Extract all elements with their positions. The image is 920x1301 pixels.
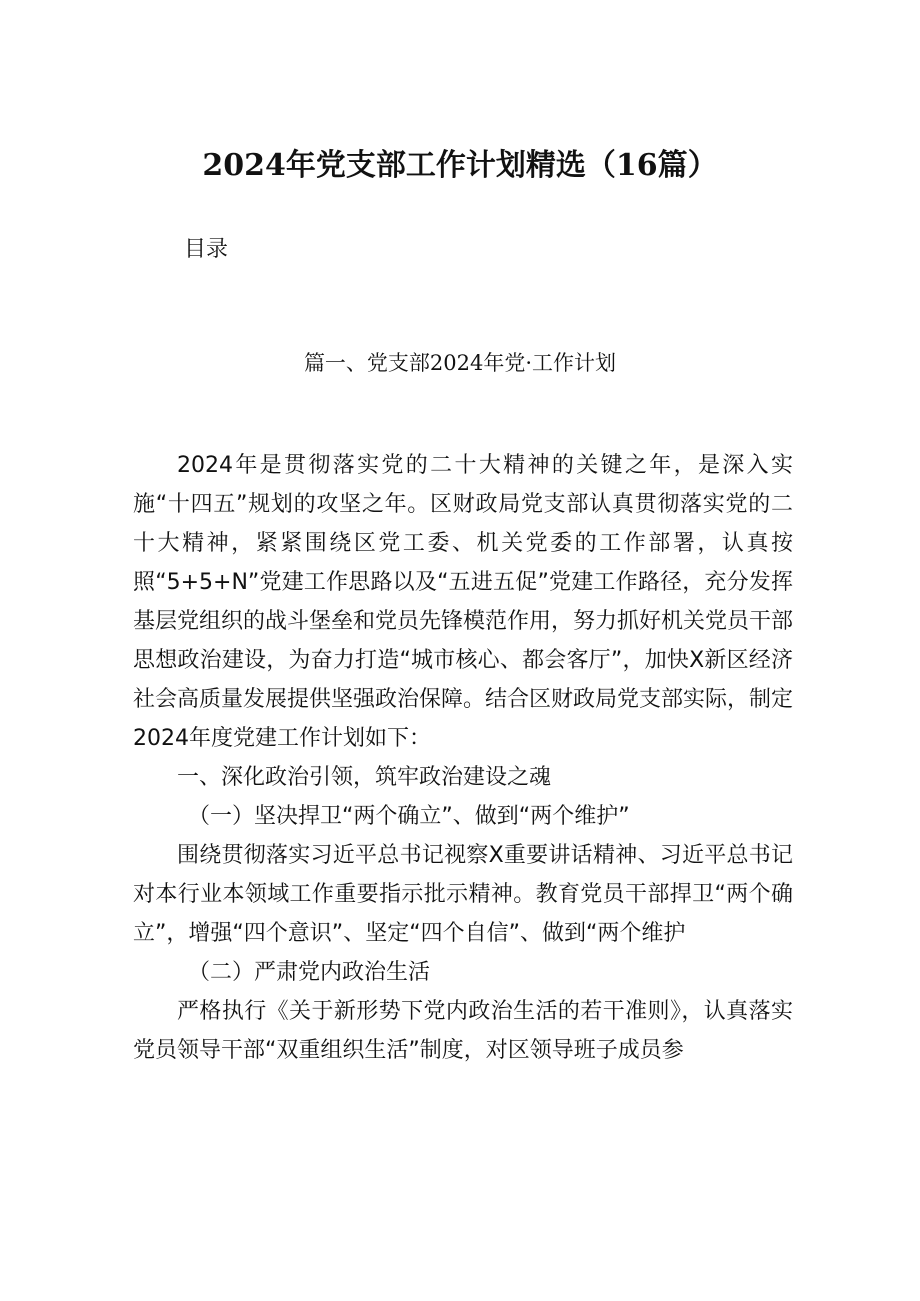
document-title: 2024年党支部工作计划精选（16篇） [202, 148, 718, 183]
document-body [133, 446, 793, 1070]
chapter-title: 篇一、党支部2024年党·工作计划 [303, 351, 617, 375]
subsection-heading-2: （二）严肃党内政治生活 [188, 960, 431, 985]
intro-paragraph: 2024年是贯彻落实党的二十大精神的关键之年，是深入实施“十四五”规划的攻坚之年。区财政局党支部认真贯彻落实党的二十大精神，紧紧围绕区党工委、机关党委的工作部署，认真按照“5+5+N”党建工作思路以及“五进五促”党建工作路径，充分发挥基层党组织的战斗堡垒和党员先锋模范作用，努力抓好机关党员干部思想政治建设，为奋力打造“城市核心、都会客厅”，加快X新区经济社会高质量发展提供坚强政治保障。结合区财政局党支部实际，制定2024年度党建工作计划如下： [133, 453, 794, 751]
subsection-paragraph-1: 围绕贯彻落实习近平总书记视察X重要讲话精神、习近平总书记对本行业本领域工作重要指示批示精神。教育党员干部捍卫“两个确立”，增强“四个意识”、坚定“四个自信”、做到“两个维护 [133, 843, 793, 946]
section-heading-1: 一、深化政治引领，筑牢政治建设之魂 [177, 765, 552, 790]
subsection-paragraph-2: 严格执行《关于新形势下党内政治生活的若干准则》，认真落实党员领导干部“双重组织生活”制度，对区领导班子成员参 [133, 999, 793, 1063]
subsection-heading-1: （一）坚决捍卫“两个确立”、做到“两个维护” [188, 804, 630, 829]
toc-label: 目录 [184, 237, 229, 262]
